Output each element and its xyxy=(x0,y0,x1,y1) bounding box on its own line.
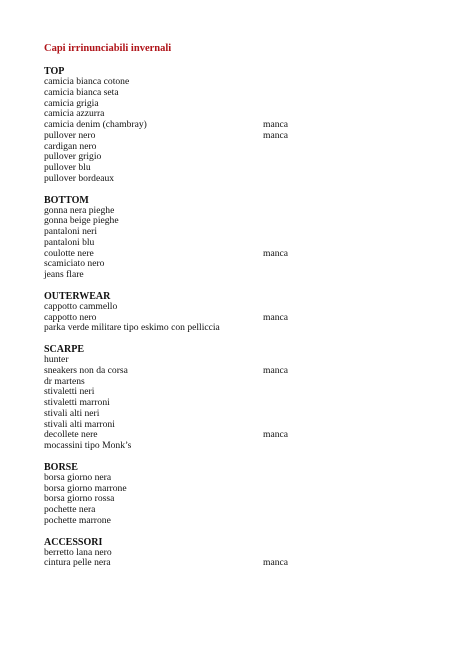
item-note: manca xyxy=(263,429,289,441)
list-item xyxy=(44,377,424,388)
section-heading: BOTTOM xyxy=(44,194,89,206)
section-bottom xyxy=(44,195,424,281)
item-name: sneakers non da corsa xyxy=(44,364,128,376)
item-name: camicia denim (chambray) xyxy=(44,119,147,130)
list-item xyxy=(44,420,424,431)
item-note: manca xyxy=(263,119,289,130)
list-item xyxy=(44,441,424,452)
item-name: gonna beige pieghe xyxy=(44,215,119,227)
list-item xyxy=(44,302,424,313)
list-item xyxy=(44,516,424,527)
item-list xyxy=(44,473,424,527)
section-heading: ACCESSORI xyxy=(44,536,103,548)
item-name: pullover grigio xyxy=(44,151,102,163)
item-name: pullover bordeaux xyxy=(44,172,115,184)
item-name: camicia bianca cotone xyxy=(44,76,130,87)
item-name: cintura pelle nera xyxy=(44,557,111,569)
item-note: manca xyxy=(263,364,289,376)
item-name: gonna nera pieghe xyxy=(44,204,115,216)
item-list xyxy=(44,206,424,281)
item-list xyxy=(44,302,424,334)
list-item xyxy=(44,216,424,227)
section-heading: TOP xyxy=(44,66,65,77)
list-item xyxy=(44,270,424,281)
item-name: cardigan nero xyxy=(44,140,97,152)
document-title: Capi irrinunciabili invernali xyxy=(44,43,172,54)
item-name: coulotte nere xyxy=(44,247,94,259)
item-name: borsa giorno nera xyxy=(44,471,112,483)
list-item xyxy=(44,174,424,185)
section-borse xyxy=(44,462,424,527)
item-name: mocassini tipo Monk’s xyxy=(44,440,132,451)
item-name: pullover nero xyxy=(44,129,96,141)
item-name: scamiciato nero xyxy=(44,258,105,270)
list-item xyxy=(44,227,424,238)
list-item xyxy=(44,131,424,142)
item-name: stivali alti marroni xyxy=(44,418,115,430)
section-top xyxy=(44,66,424,185)
item-list xyxy=(44,548,424,570)
item-name: pantaloni blu xyxy=(44,236,95,248)
item-name: camicia bianca seta xyxy=(44,86,119,98)
list-item xyxy=(44,398,424,409)
item-name: dr martens xyxy=(44,375,85,387)
item-name: cappotto nero xyxy=(44,311,97,323)
item-name: decollete nere xyxy=(44,429,98,441)
item-note: manca xyxy=(263,311,289,323)
item-name: hunter xyxy=(44,354,69,365)
item-name: camicia azzurra xyxy=(44,108,105,120)
list-item xyxy=(44,366,424,377)
item-name: pantaloni neri xyxy=(44,226,98,237)
item-name: jeans flare xyxy=(44,269,84,280)
item-list xyxy=(44,355,424,452)
section-heading: OUTERWEAR xyxy=(44,290,111,302)
list-item xyxy=(44,88,424,99)
item-name: pochette nera xyxy=(44,504,96,515)
item-name: parka verde militare tipo eskimo con pelliccia xyxy=(44,322,220,334)
list-item xyxy=(44,259,424,270)
item-name: stivali alti neri xyxy=(44,407,100,419)
item-list xyxy=(44,77,424,185)
section-heading: SCARPE xyxy=(44,344,85,355)
item-note: manca xyxy=(263,247,289,259)
item-name: pochette marrone xyxy=(44,514,111,526)
list-item xyxy=(44,152,424,163)
section-outerwear xyxy=(44,291,424,334)
list-item xyxy=(44,558,424,569)
list-item xyxy=(44,120,424,131)
list-item xyxy=(44,238,424,249)
item-name: pullover blu xyxy=(44,162,91,173)
section-scarpe xyxy=(44,344,424,452)
item-name: camicia grigia xyxy=(44,97,99,109)
item-name: cappotto cammello xyxy=(44,300,118,312)
item-name: borsa giorno rossa xyxy=(44,493,115,505)
section-heading: BORSE xyxy=(44,461,78,473)
item-name: berretto lana nero xyxy=(44,546,112,558)
item-note: manca xyxy=(263,557,289,569)
list-item xyxy=(44,323,424,334)
item-name: stivaletti neri xyxy=(44,386,95,398)
item-name: stivaletti marroni xyxy=(44,397,110,408)
document-page xyxy=(44,42,424,579)
item-note: manca xyxy=(263,129,289,141)
section-accessori xyxy=(44,537,424,570)
item-name: borsa giorno marrone xyxy=(44,482,127,494)
list-item xyxy=(44,494,424,505)
